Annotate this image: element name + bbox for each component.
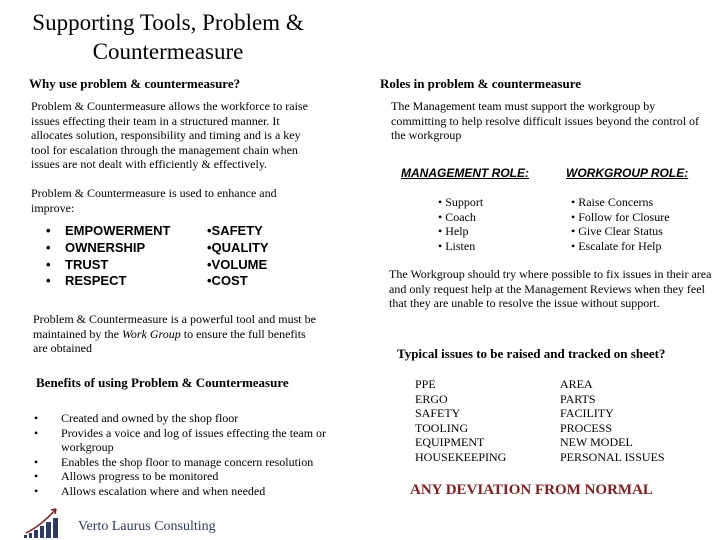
title-line: Supporting Tools, Problem &: [32, 10, 304, 35]
powerful-paragraph: [33, 312, 323, 356]
rising-bar-chart-icon: [22, 503, 64, 539]
list-item: • Coach: [438, 209, 476, 224]
bullet-icon: •: [46, 239, 51, 255]
management-paragraph: The Management team must support the workgroup by committing to help resolve difficult issues beyond the control of the workgroup: [391, 99, 700, 143]
list-item-label: RESPECT: [65, 273, 127, 289]
management-role-title: MANAGEMENT ROLE:: [401, 166, 529, 180]
benefit-item: [34, 426, 334, 455]
issue-item: PERSONAL ISSUES: [560, 449, 665, 464]
benefit-label: Allows escalation where and when needed: [61, 483, 266, 498]
list-item: • Give Clear Status: [571, 224, 663, 239]
issue-item: FACILITY: [560, 406, 614, 421]
issue-item: EQUIPMENT: [415, 435, 485, 450]
workgroup-paragraph: The Workgroup should try where possible to fix issues in their area and only request help at the Management Reviews when they feel that they are unable to resolve the issue without support.: [389, 267, 712, 311]
deviation-callout: ANY DEVIATION FROM NORMAL: [410, 482, 653, 498]
bullet-icon: •: [34, 425, 39, 440]
issue-item: HOUSEKEEPING: [415, 449, 507, 464]
list-item: • Follow for Closure: [571, 209, 670, 224]
issues-list-a: [415, 377, 506, 465]
benefit-label: Provides a voice and log of issues effecting the team or workgroup: [61, 425, 327, 455]
issue-item: PARTS: [560, 391, 596, 406]
improve-paragraph: Problem & Countermeasure is used to enhance and improve:: [31, 186, 277, 215]
issues-heading: Typical issues to be raised and tracked on sheet?: [397, 346, 666, 361]
issue-item: NEW MODEL: [560, 435, 633, 450]
why-heading: Why use problem & countermeasure?: [29, 76, 241, 91]
improve-list-a: [46, 223, 170, 290]
work-group-emphasis: Work Group: [121, 326, 181, 341]
workgroup-role-title: WORKGROUP ROLE:: [566, 166, 689, 180]
issue-item: AREA: [560, 377, 593, 391]
list-item: • Support: [438, 195, 484, 209]
benefit-item: [34, 455, 334, 470]
benefit-item: [34, 469, 334, 484]
improve-list-b: [207, 223, 269, 290]
issue-item: TOOLING: [415, 420, 469, 435]
benefits-heading: Benefits of using Problem & Countermeasure: [36, 375, 289, 390]
list-item: • Raise Concerns: [571, 195, 654, 209]
issue-item: ERGO: [415, 391, 448, 406]
management-role-list: [438, 195, 483, 253]
text: to ensure the full benefits are obtained: [33, 326, 306, 356]
benefit-label: Created and owned by the shop floor: [61, 411, 239, 425]
list-item: • Escalate for Help: [571, 238, 662, 253]
issue-item: SAFETY: [415, 406, 461, 421]
title-line: Countermeasure: [92, 39, 244, 64]
benefit-item: [34, 484, 334, 499]
list-item: •VOLUME: [207, 256, 268, 272]
list-item: [46, 273, 170, 290]
workgroup-role-list: [571, 195, 670, 253]
list-item: [46, 257, 170, 274]
benefit-label: Enables the shop floor to manage concern resolution: [61, 454, 314, 469]
list-item: [46, 223, 170, 240]
list-item-label: EMPOWERMENT: [65, 223, 171, 238]
roles-heading: Roles in problem & countermeasure: [380, 76, 581, 91]
list-item: •COST: [207, 273, 248, 289]
bullet-icon: •: [34, 454, 39, 469]
issue-item: PPE: [415, 377, 436, 391]
bullet-icon: •: [34, 483, 39, 498]
text: Problem & Countermeasure is a powerful tool and must be maintained by the: [33, 312, 316, 341]
list-item: •SAFETY: [207, 223, 263, 238]
bullet-icon: •: [46, 273, 51, 289]
list-item: •QUALITY: [207, 239, 269, 255]
benefits-list: [34, 411, 334, 499]
list-item-label: TRUST: [65, 256, 109, 272]
slide-title: [0, 8, 336, 66]
bullet-icon: •: [34, 469, 39, 484]
list-item: [46, 240, 170, 257]
issues-list-b: [560, 377, 665, 465]
benefit-label: Allows progress to be monitored: [61, 469, 219, 484]
bullet-icon: •: [46, 223, 51, 238]
benefit-item: [34, 411, 334, 426]
list-item-label: OWNERSHIP: [65, 239, 146, 255]
list-item: • Help: [438, 224, 469, 239]
list-item: • Listen: [438, 238, 476, 253]
why-paragraph: Problem & Countermeasure allows the workforce to raise issues effecting their team in a structured manner. It allocates solution, responsibility and timing and is a key tool for escalation through the management chain when issues are not dealt with efficiently & effectively.: [31, 99, 308, 172]
company-name: Verto Laurus Consulting: [78, 519, 216, 534]
bullet-icon: •: [34, 411, 39, 425]
issue-item: PROCESS: [560, 420, 613, 435]
bullet-icon: •: [46, 256, 51, 272]
